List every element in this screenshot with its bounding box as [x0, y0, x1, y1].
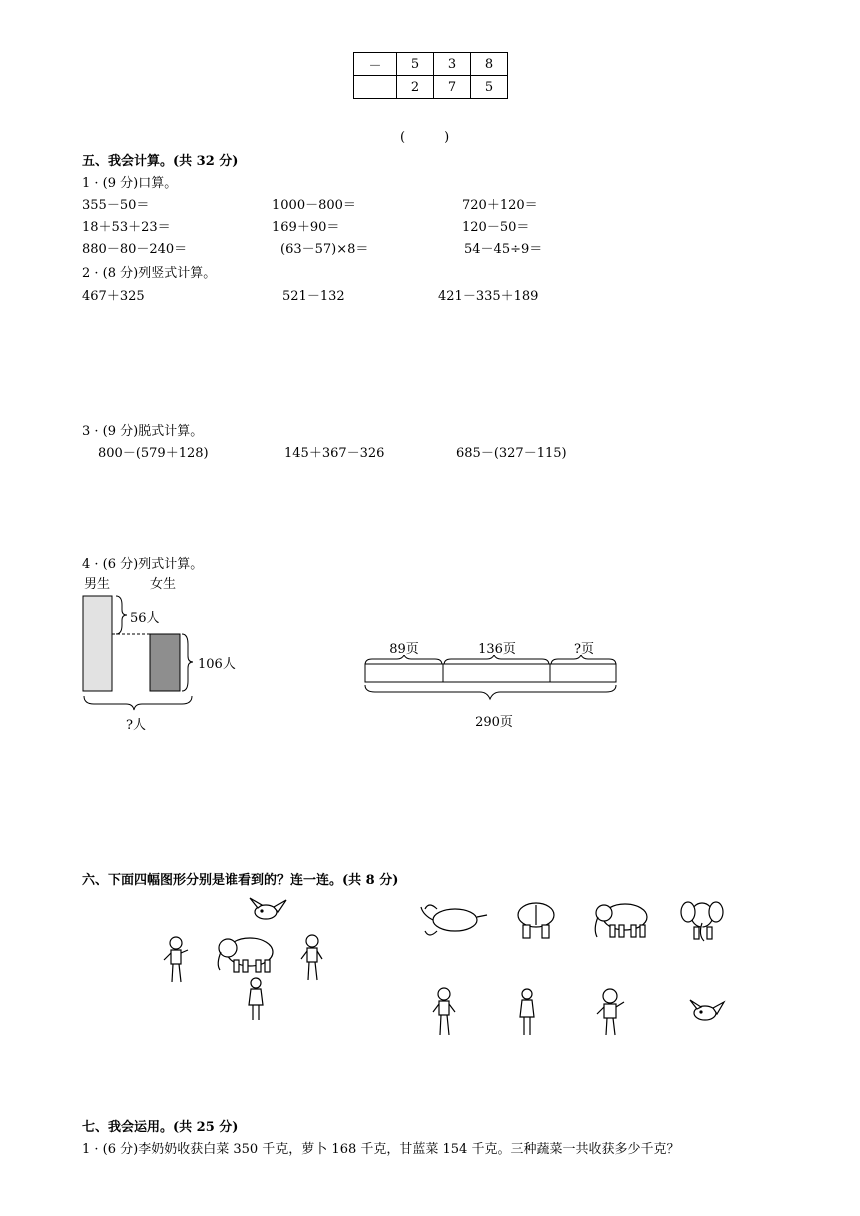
observers-row [420, 980, 735, 1045]
total-pages-brace [365, 685, 616, 699]
vertical-calc-item: 421－335＋189 [438, 289, 539, 304]
seg3-label: ?页 [574, 642, 594, 657]
child-right-icon [301, 935, 322, 980]
q4-label: 4 · (6 分)列式计算。 [82, 557, 204, 572]
total-brace [84, 696, 192, 710]
child-bottom-icon [249, 978, 263, 1020]
q3-label: 3 · (9 分)脱式计算。 [82, 424, 204, 439]
oral-calc-item: 120－50＝ [462, 220, 530, 235]
bird-icon [250, 898, 286, 919]
vertical-calc-item: 467＋325 [82, 289, 145, 304]
stepwise-calc-item: 145＋367－326 [284, 446, 385, 461]
girls-brace [182, 634, 193, 691]
elephant-side-view-icon [595, 904, 647, 937]
pages-bar [365, 664, 616, 682]
elephant-back-view-icon [518, 903, 554, 938]
boys-bar [83, 596, 112, 691]
subtraction-table [353, 52, 508, 99]
section-7-title: 七、我会运用。(共 25 分) [82, 1120, 239, 1135]
diff-label: 56人 [130, 611, 160, 626]
table-row [354, 76, 508, 99]
oral-calc-item: 1000－800＝ [272, 198, 356, 213]
total-people-label: ?人 [126, 718, 146, 733]
seg1-label: 89页 [389, 642, 419, 657]
child-left-icon [164, 937, 188, 982]
table-cell: 5 [397, 53, 434, 76]
boy-observer-icon [433, 988, 455, 1035]
bird-observer-icon [690, 1000, 724, 1020]
elephant-front-view-icon [681, 902, 723, 941]
oral-calc-item: 18＋53＋23＝ [82, 220, 171, 235]
table-cell: － [354, 53, 397, 76]
oral-calc-item: (63－57)×8＝ [280, 242, 369, 257]
section-5-title: 五、我会计算。(共 32 分) [82, 154, 239, 169]
q2-label: 2 · (8 分)列竖式计算。 [82, 266, 217, 281]
pages-segment-diagram [360, 655, 622, 705]
table-cell: 3 [434, 53, 471, 76]
elephant-top-view-icon [421, 905, 487, 935]
oral-calc-item: 880－80－240＝ [82, 242, 188, 257]
boys-label: 男生 [84, 577, 111, 592]
table-cell: 5 [471, 76, 508, 99]
stepwise-calc-item: 800－(579＋128) [98, 446, 209, 461]
answer-blank[interactable]: ( ) [400, 130, 450, 145]
section-6-title: 六、下面四幅图形分别是谁看到的？连一连。(共 8 分) [82, 873, 399, 888]
q7-1-text: 1 · (6 分)李奶奶收获白菜 350 千克，萝卜 168 千克，甘蓝菜 154 千克。三种蔬菜一共收获多少千克？ [82, 1142, 680, 1157]
oral-calc-item: 54－45÷9＝ [464, 242, 543, 257]
elephant-icon [218, 938, 273, 972]
views-row [415, 895, 735, 950]
diff-brace [116, 596, 127, 634]
oral-calc-item: 720＋120＝ [462, 198, 538, 213]
waving-boy-observer-icon [597, 989, 624, 1035]
girl-observer-icon [520, 989, 534, 1035]
table-cell: 8 [471, 53, 508, 76]
stepwise-calc-item: 685－(327－115) [456, 446, 567, 461]
oral-calc-item: 169＋90＝ [272, 220, 340, 235]
table-cell: 2 [397, 76, 434, 99]
girls-value-label: 106人 [198, 657, 236, 672]
q1-label: 1 · (9 分)口算。 [82, 176, 178, 191]
girls-bar [150, 634, 180, 691]
table-row [354, 53, 508, 76]
seg2-label: 136页 [478, 642, 516, 657]
vertical-calc-item: 521－132 [282, 289, 345, 304]
viewing-scene [150, 890, 340, 1030]
table-cell [354, 76, 397, 99]
oral-calc-item: 355－50＝ [82, 198, 150, 213]
girls-label: 女生 [150, 577, 177, 592]
total-pages-label: 290页 [475, 715, 513, 730]
table-cell: 7 [434, 76, 471, 99]
